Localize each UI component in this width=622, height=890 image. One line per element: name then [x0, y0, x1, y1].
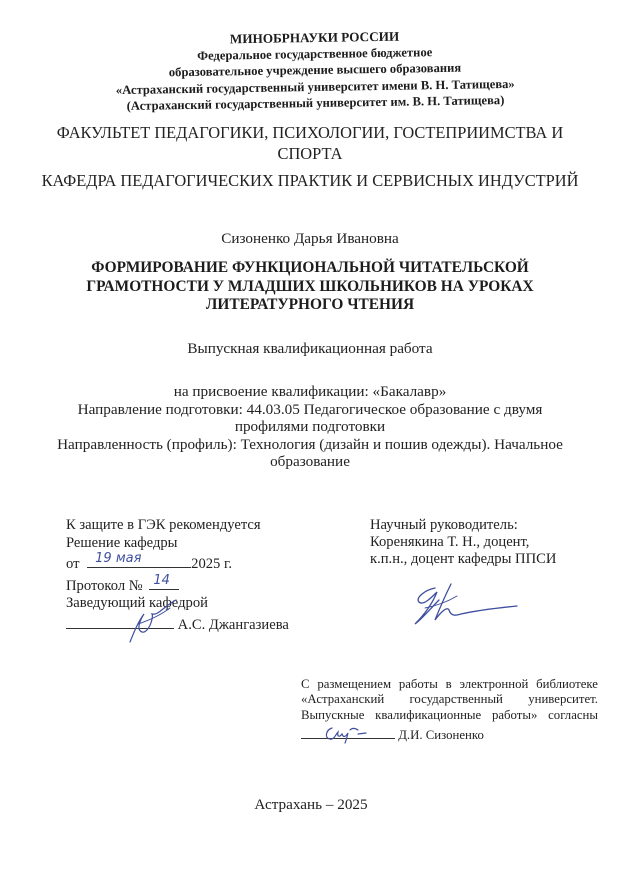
recommend-text: К защите в ГЭК рекомендуется	[66, 517, 261, 533]
qualification-line: образование	[270, 453, 350, 471]
header-line: МИНОБРНАУКИ РОССИИ	[229, 28, 400, 47]
header-line: Федеральное государственное бюджетное	[197, 45, 433, 64]
department-name: КАФЕДРА ПЕДАГОГИЧЕСКИХ ПРАКТИК И СЕРВИСНЫХ ИНДУСТРИЙ	[41, 171, 579, 190]
faculty-line: СПОРТА	[277, 144, 343, 163]
supervisor-position: к.п.н., доцент кафедры ППСИ	[370, 551, 557, 568]
header-line: (Астраханский государственный университет им. В. Н. Татищева)	[126, 92, 505, 113]
university-header	[69, 26, 560, 115]
supervisor-label: Научный руководитель:	[370, 517, 518, 533]
year-label: 2025 г.	[191, 556, 232, 573]
protocol-field	[149, 574, 179, 590]
qualification-block	[20, 383, 600, 471]
from-label: от	[66, 556, 80, 573]
supervisor-name: Коренякина Т. Н., доцент,	[370, 534, 530, 551]
head-signature-icon	[110, 596, 190, 646]
head-signature-row	[66, 613, 326, 635]
defense-recommendation	[66, 517, 326, 635]
qualification-line: Направленность (профиль): Технология (дизайн и пошив одежды). Начальное	[57, 435, 563, 453]
header-line: образовательное учреждение высшего образования	[168, 61, 462, 80]
work-type: Выпускная квалификационная работа	[187, 340, 433, 357]
handwritten-protocol-number: 14	[153, 572, 170, 588]
decision-text: Решение кафедры	[66, 534, 178, 551]
consent-line: «Астраханский государственный университет.	[301, 692, 598, 707]
author-name: Сизоненко Дарья Ивановна	[221, 230, 399, 247]
student-signature-icon	[322, 724, 372, 744]
supervisor-block	[370, 517, 600, 569]
supervisor-signature-icon	[405, 580, 525, 630]
date-field	[87, 552, 191, 568]
faculty-line: ФАКУЛЬТЕТ ПЕДАГОГИКИ, ПСИХОЛОГИИ, ГОСТЕПРИИМСТВА И	[56, 123, 564, 142]
consent-line: Выпускные квалификационные работы» согласны	[301, 707, 598, 722]
title-line: ЛИТЕРАТУРНОГО ЧТЕНИЯ	[205, 296, 415, 314]
title-line: ГРАМОТНОСТИ У МЛАДШИХ ШКОЛЬНИКОВ НА УРОКАХ	[86, 277, 534, 295]
faculty-name	[25, 122, 595, 164]
thesis-title	[60, 259, 560, 315]
consent-line: С размещением работы в электронной библиотеке	[301, 677, 598, 691]
head-label: Заведующий кафедрой	[66, 595, 208, 612]
head-name: А.С. Джангазиева	[177, 616, 289, 633]
protocol-label: Протокол №	[66, 577, 143, 594]
title-line: ФОРМИРОВАНИЕ ФУНКЦИОНАЛЬНОЙ ЧИТАТЕЛЬСКОЙ	[91, 259, 529, 276]
decision-date-row	[66, 552, 326, 574]
qualification-line: профилями подготовки	[234, 418, 386, 436]
handwritten-date: 19 мая	[95, 551, 142, 567]
city-year: Астрахань – 2025	[254, 796, 368, 813]
protocol-row	[66, 574, 326, 596]
consent-signer: Д.И. Сизоненко	[398, 728, 484, 743]
qualification-line: Направление подготовки: 44.03.05 Педагогическое образование с двумя	[77, 400, 543, 418]
qualification-line: на присвоение квалификации: «Бакалавр»	[173, 383, 447, 400]
header-line: «Астраханский государственный университет имени В. Н. Татищева»	[115, 76, 515, 97]
